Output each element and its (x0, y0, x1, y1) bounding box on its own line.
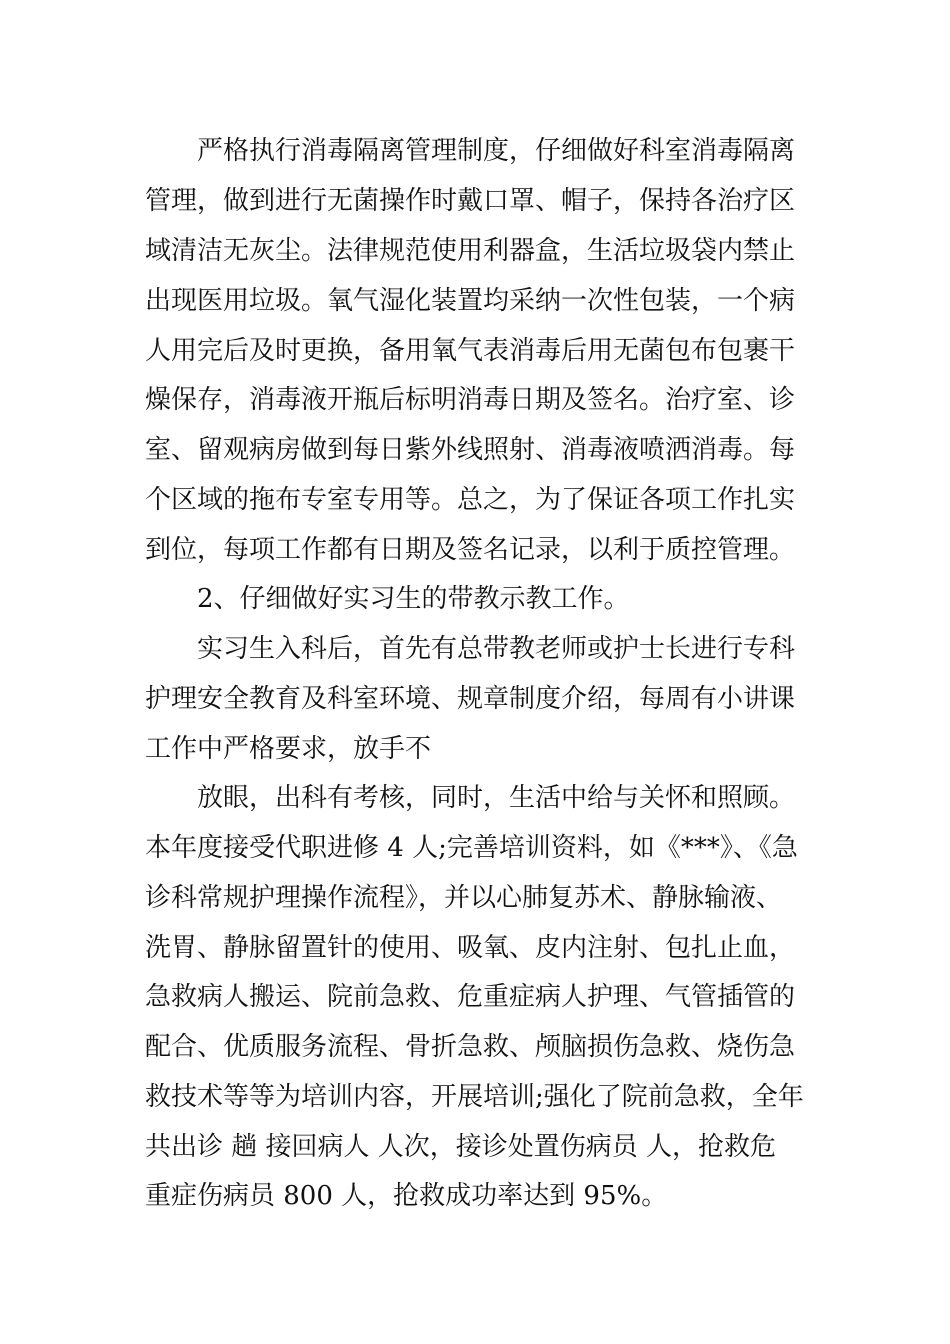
section-heading: 2、仔细做好实习生的带教示教工作。 (197, 584, 630, 614)
paragraph-line: 洗胃、静脉留置针的使用、吸氧、皮内注射、包扎止血， (145, 933, 796, 963)
paragraph-line: 护理安全教育及科室环境、规章制度介绍，每周有小讲课 (145, 684, 796, 714)
paragraph-line: 诊科常规护理操作流程》，并以心肺复苏术、静脉输液、 (145, 883, 783, 913)
paragraph-line: 本年度接受代职进修 4 人;完善培训资料，如《***》、《急 (145, 833, 798, 863)
paragraph-line: 共出诊 趟 接回病人 人次，接诊处置伤病员 人，抢救危 (145, 1132, 777, 1162)
paragraph-line: 重症伤病员 800 人，抢救成功率达到 95%。 (145, 1181, 668, 1211)
paragraph-line: 配合、优质服务流程、骨折急救、颅脑损伤急救、烧伤急 (145, 1032, 796, 1062)
paragraph-line: 严格执行消毒隔离管理制度，仔细做好科室消毒隔离 (197, 136, 796, 166)
paragraph-line: 工作中严格要求，放手不 (145, 734, 432, 764)
paragraph-line: 个区域的拖布专室专用等。总之，为了保证各项工作扎实 (145, 485, 796, 515)
paragraph-line: 出现医用垃圾。氧气湿化装置均采纳一次性包装，一个病 (145, 286, 796, 316)
paragraph-line: 人用完后及时更换，备用氧气表消毒后用无菌包布包裹干 (145, 336, 796, 366)
paragraph-line: 管理，做到进行无菌操作时戴口罩、帽子，保持各治疗区 (145, 186, 796, 216)
paragraph-line: 室、留观病房做到每日紫外线照射、消毒液喷洒消毒。每 (145, 435, 796, 465)
paragraph-line: 域清洁无灰尘。法律规范使用利器盒，生活垃圾袋内禁止 (145, 236, 796, 266)
paragraph-line: 急救病人搬运、院前急救、危重症病人护理、气管插管的 (145, 982, 796, 1012)
paragraph-line: 放眼，出科有考核，同时，生活中给与关怀和照顾。 (197, 783, 796, 813)
paragraph-line: 燥保存，消毒液开瓶后标明消毒日期及签名。治疗室、诊 (145, 385, 796, 415)
paragraph-line: 救技术等等为培训内容，开展培训;强化了院前急救，全年 (145, 1082, 804, 1112)
paragraph-line: 实习生入科后，首先有总带教老师或护士长进行专科 (197, 634, 796, 664)
paragraph-line: 到位，每项工作都有日期及签名记录，以利于质控管理。 (145, 535, 796, 565)
